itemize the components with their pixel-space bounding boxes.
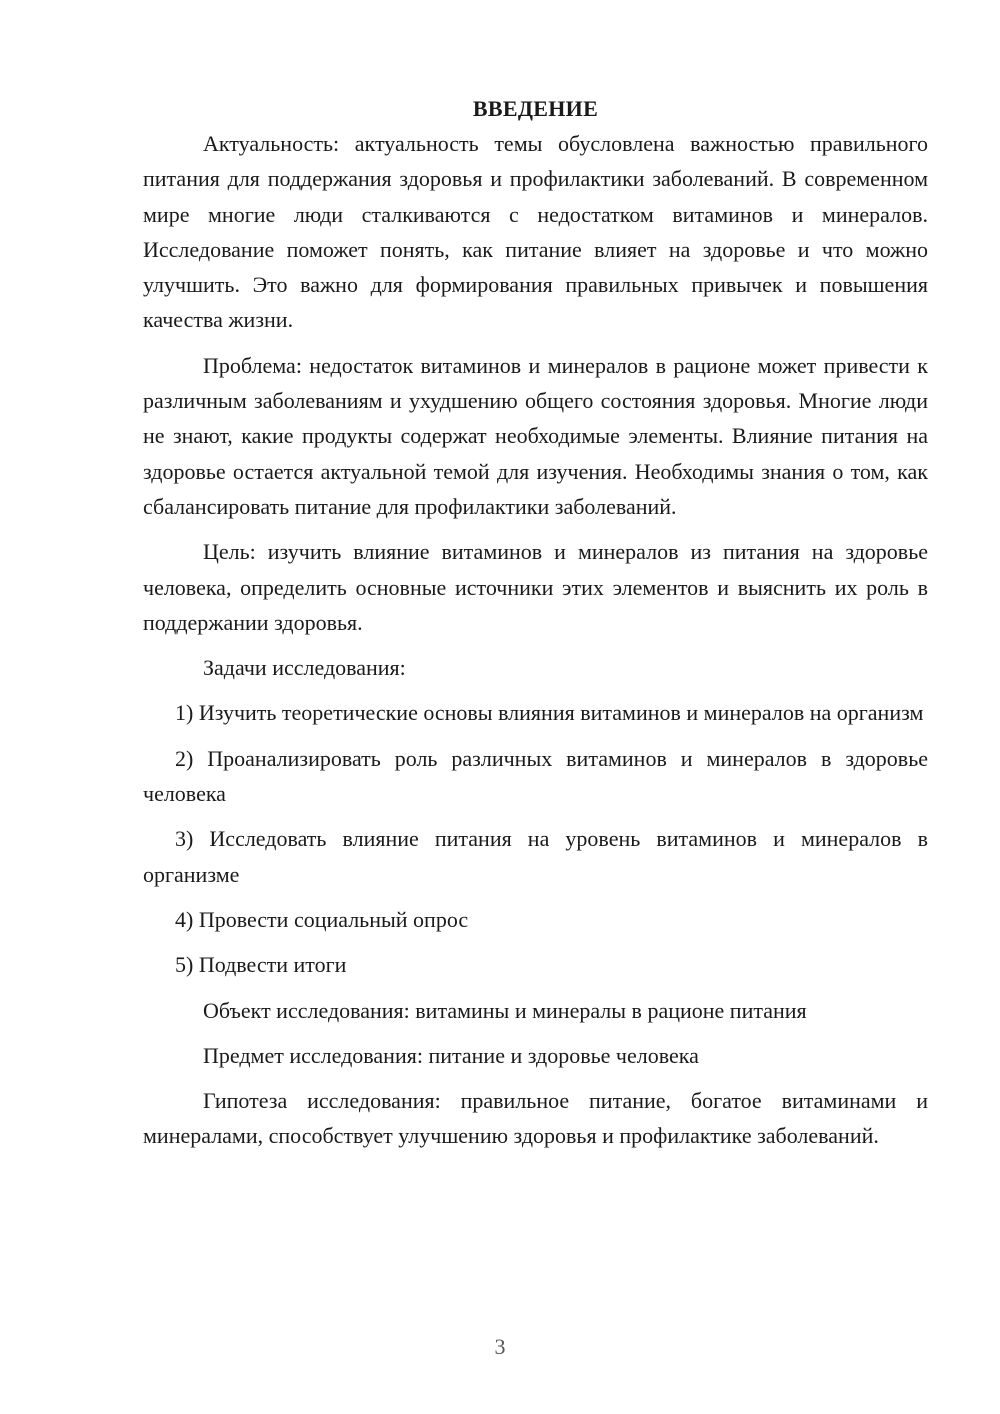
task-item-3: 3) Исследовать влияние питания на уровень витаминов и минералов в организме [143,826,928,887]
problem-paragraph: Проблема: недостаток витаминов и минералов в рационе может привести к различным заболеваниям и ухудшению общего состояния здоровья. Многие люди не знают, какие продукты содержат необходимые элементы. Влияние питания на здоровье остается актуальной темой для изучения. Необходимы знания о том, как сбалансировать питание для профилактики заболеваний. [143,352,928,519]
relevance-paragraph: Актуальность: актуальность темы обусловлена важностью правильного питания для поддержания здоровья и профилактики заболеваний. В современном мире многие люди сталкиваются с недостатком витаминов и минералов. Исследование поможет понять, как питание влияет на здоровье и что можно улучшить. Это важно для формирования правильных привычек и повышения качества жизни. [143,131,928,333]
task-item-4: 4) Провести социальный опрос [175,906,469,932]
section-heading: ВВЕДЕНИЕ [472,96,599,121]
tasks-heading: Задачи исследования: [203,655,406,681]
task-item-5: 5) Подвести итоги [175,952,347,978]
goal-paragraph: Цель: изучить влияние витаминов и минералов из питания на здоровье человека, определить основные источники этих элементов и выяснить их роль в поддержании здоровья. [143,539,928,635]
task-item-1: 1) Изучить теоретические основы влияния витаминов и минералов на организм [175,700,924,726]
document-page [143,92,928,1164]
research-subject-paragraph: Предмет исследования: питание и здоровье человека [203,1042,699,1068]
research-object-paragraph: Объект исследования: витамины и минералы в рационе питания [203,997,807,1023]
page-number: 3 [494,1334,506,1359]
hypothesis-paragraph: Гипотеза исследования: правильное питание, богатое витаминами и минералами, способствует улучшению здоровья и профилактике заболеваний. [143,1088,928,1149]
task-item-2: 2) Проанализировать роль различных витаминов и минералов в здоровье человека [143,745,928,807]
